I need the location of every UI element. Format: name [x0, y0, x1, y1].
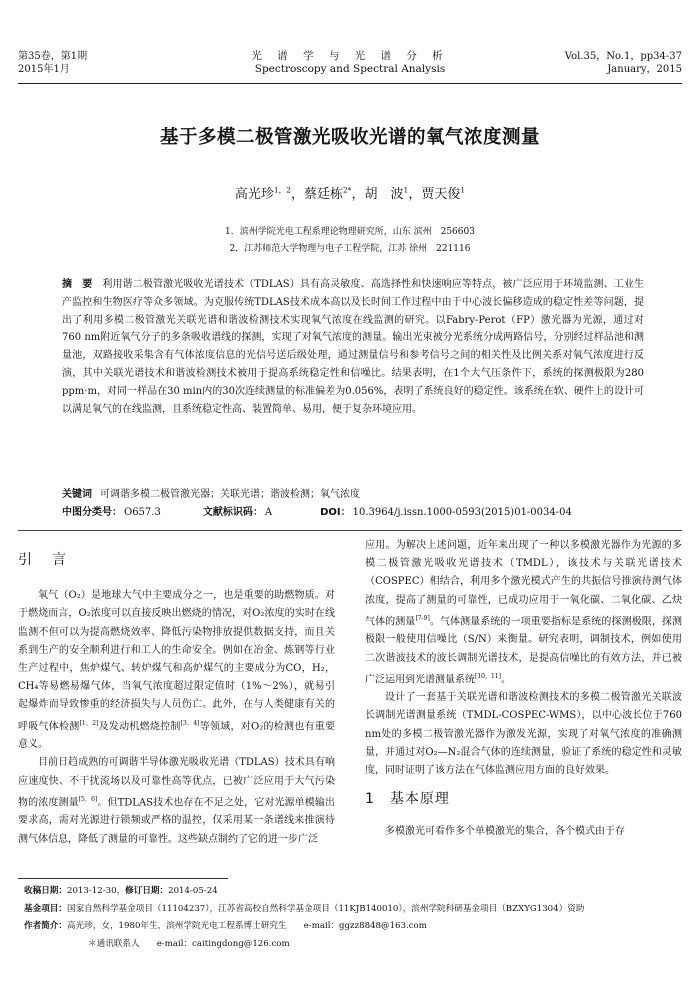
corresponding-author: ＊通讯联系人 e-mail：caitingdong@126.com [88, 938, 290, 949]
author-name: 贾天俊 [421, 187, 461, 202]
affiliations [0, 224, 700, 258]
author-name: 高光珍 [234, 187, 274, 202]
doc-code-label: 文献标识码： [202, 507, 263, 518]
text-run: 。但TDLAS技术也存在不足之处，它对光源单模输出要求高，需对光源进行锁频或严格的温控，仅采用某一条谱线来推演待测气体信息，降低了测量的可靠性。这些缺点制约了它的进一步广泛 [18, 797, 335, 845]
running-header [18, 50, 682, 82]
affiliation-1: 1．滨州学院光电工程系理论物理研究所，山东 滨州 256603 [225, 227, 475, 237]
text-run: 氧气（O₂）是地球大气中主要成分之一，也是重要的助燃物质。对于燃烧而言，O₂浓度可以直接反映出燃烧的情况，对O₂浓度的实时在线监测不但可以为提高燃烧效率、降低污染物排放提供数据支持，而且关系到生产的安全顺利进行和工人的生命安全。例如在冶金、炼钢等行业生产过程中，焦炉煤气、转炉煤气和高炉煤气的主要成分为CO，H₂，CH₄等易燃易爆气体，当氧气浓度超过限定值时（1%～2%），就易引起爆炸而导致惨重的经济损失与人员伤亡。此外，在与人类健康有关的呼吸气体检测 [18, 590, 335, 732]
intro-heading: 引 言 [18, 552, 69, 568]
journal-name-cn: 光 谱 学 与 光 谱 分 析 [251, 50, 449, 62]
header-rule [18, 83, 682, 84]
keywords-label: 关键词 [62, 489, 92, 500]
author-bio-label: 作者简介： [24, 921, 67, 932]
header-date: 2015年1月 [18, 64, 70, 75]
revised-date: 2014-05-24 [168, 886, 218, 896]
received-date: 2013-12-30， [66, 886, 126, 896]
article-title: 基于多模二极管激光吸收光谱的氧气浓度测量 [159, 127, 540, 148]
author-bio-text: 高光珍，女，1980年生，滨州学院光电工程系博士研究生 e-mail：ggzz8848@163.com [66, 921, 427, 932]
header-citation [565, 50, 682, 76]
section-1-heading: 1 基本原理 [365, 791, 450, 808]
affiliation-2: 2．江苏师范大学物理与电子工程学院，江苏 徐州 221116 [229, 244, 471, 254]
header-month: January，2015 [607, 64, 682, 75]
text-run: 目前日趋成熟的可调谐半导体激光吸收光谱（TDLAS）技术具有响应速度快、不干扰流场以及可靠性高等优点，已被广泛应用于大气污染物的浓度测量 [18, 757, 335, 809]
classification-line [62, 504, 644, 521]
doi-label: DOI： [320, 507, 351, 518]
author-list: 高光珍$^{1,2}$，蔡廷栋$^{2*}$，胡 波$^1$，贾天俊$^1$ [234, 185, 466, 202]
text-run: 等领域，对O₂的检测也有重要意义。 [18, 720, 335, 751]
author-affil-mark: 1，2 [273, 185, 291, 195]
keywords-text: 可调谐多模二极管激光器；关联光谱；谐波检测；氧气浓度 [100, 489, 360, 500]
fund-line [24, 901, 682, 919]
author-affil-mark: 2* [342, 185, 352, 195]
citation: [3，4] [180, 719, 200, 727]
header-vol-pages: Vol.35，No.1，pp34-37 [564, 51, 682, 62]
intro-paragraph-3: 设计了一套基于关联光谱和谐波检测技术的多模二极管激光关联波长调制光谱测量系统（TMDL-COSPEC-WMS），以中心波长位于760 nm处的多模二极管激光器作为激发光源，实现了对氧气浓度的准确测量，并通过对O₂—N₂混合气体的连续测量，验证了系统的稳定性和灵敏度，同时证明了该方法在气体监测应用方面的良好效果。 [365, 692, 682, 777]
citation: [10，11] [475, 672, 501, 680]
author-affil-mark: 1 [460, 185, 466, 195]
clc-label: 中图分类号： [62, 507, 122, 518]
revised-label: 修订日期： [125, 886, 169, 896]
abstract-label: 摘 要 [62, 279, 93, 290]
doi: 10.3964/j.issn.1000-0593(2015)01-0034-04 [352, 507, 572, 518]
abstract [62, 276, 644, 418]
clc-code: O657.3 [124, 507, 161, 518]
intro-paragraph-2 [18, 754, 335, 848]
citation: [7-9] [415, 614, 430, 622]
abstract-text: 利用谐二极管激光吸收光谱技术（TDLAS）具有高灵敏度、高选择性和快速响应等特点，被广泛应用于环境监测、工业生产监控和生物医疗等众多领域。为克服传统TDLAS技术成本高以及长时间工作过程中由于中心波长偏移造成的稳定性差等问题，提出了利用多模二极管激光关联光谱和谐波检测技术实现氧气浓度在线监测的研究。以Fabry-Perot（FP）激光器为光源，通过对760 nm附近氧气分子的多条吸收谱线的探测，实现了对氧气浓度的测量。输出光束被分光系统分成两路信号，分别经过样品池和测量池，双路接收采集含有气体浓度信息的光信号送后级处理，通过测量信号和参考信号之间的相关性及比例关系对氧气浓度进行反演，其中关联光谱技术和谐波检测技术被用于提高系统稳定性和信噪比。结果表明，在1个大气压条件下，系统的探测极限为280 ppm·m，对同一样品在30 min内的30次连续测量的标准偏差为0.056%，表明了系统良好的稳定性。该系统在软、硬件上的设计可以满足氧气的在线监测，且系统稳定性高、装置简单、易用，便于复杂环境应用。 [62, 279, 644, 415]
citation: [5，6] [78, 795, 98, 803]
footnotes [24, 883, 682, 953]
text-run: 及发动机燃烧控制 [98, 720, 181, 732]
right-column [365, 537, 682, 841]
fund-label: 基金项目： [24, 903, 67, 914]
header-volume: 第35卷，第1期 [18, 51, 88, 62]
received-line [24, 883, 682, 901]
left-column [18, 537, 335, 849]
doc-code: A [264, 507, 273, 518]
abstract-rule [18, 530, 682, 531]
keywords [62, 486, 644, 503]
section-1-paragraph: 多模激光可看作多个单模激光的集合，各个模式由于存 [385, 825, 625, 837]
journal-name-en: Spectroscopy and Spectral Analysis [254, 63, 446, 75]
footnote-rule [18, 878, 228, 879]
intro-paragraph-1 [18, 587, 335, 754]
author-bio-line [24, 918, 682, 936]
fund-text: 国家自然科学基金项目（11104237），江苏省高校自然科学基金项目（11KJB140010），滨州学院科研基金项目（BZXYG1304）资助 [66, 903, 585, 914]
author-name: 胡 波 [364, 187, 404, 202]
author-name: 蔡廷栋 [303, 187, 343, 202]
intro-paragraph-2-cont [365, 537, 682, 689]
author-affil-mark: 1 [403, 185, 409, 195]
text-run: 。 [500, 674, 511, 686]
text-run: 应用。为解决上述问题，近年来出现了一种以多模激光器作为光源的多模二极管激光吸收光谱技术（TMDL），该技术与关联光谱技术（COSPEC）相结合，利用多个激光模式产生的共振信号推演待测气体浓度，提高了测量的可靠性，已成功应用于一氧化碳、二氧化碳、乙炔气体的测量 [365, 540, 682, 628]
received-label: 收稿日期： [24, 886, 67, 896]
text-run: 。气体测量系统的一项重要指标是系统的探测极限，探测极限一般使用信噪比（S/N）来衡量。研究表明，调制技术，例如使用二次谐波技术的波长调制光谱技术，是提高信噪比的有效方法，并已被广泛运用到光谱测量系统 [365, 616, 683, 686]
citation: [1，2] [79, 719, 99, 727]
